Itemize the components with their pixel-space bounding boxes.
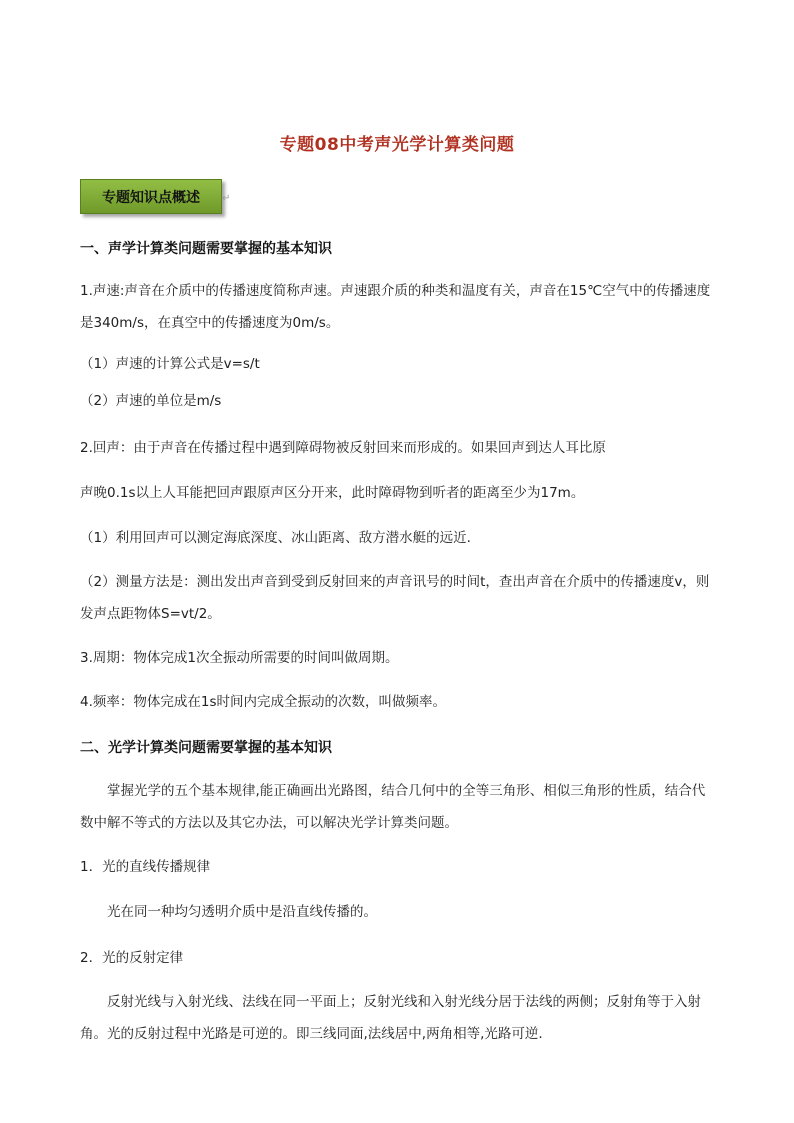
law2-body: 反射光线与入射光线、法线在同一平面上；反射光线和入射光线分居于法线的两侧；反射角等于入射角。光的反射过程中光路是可逆的。即三线同面,法线居中,两角相等,光路可逆.	[80, 994, 701, 1042]
frequency-paragraph: 4.频率：物体完成在1s时间内完成全振动的次数，叫做频率。	[80, 694, 447, 710]
law2-title: 2．光的反射定律	[80, 950, 184, 966]
document-title: 专题08中考声光学计算类问题	[279, 135, 515, 155]
sound-speed-paragraph: 1.声速:声音在介质中的传播速度简称声速。声速跟介质的种类和温度有关，声音在15℃空气中的传播速度是340m/s，在真空中的传播速度为0m/s。	[80, 283, 711, 331]
law1-title: 1．光的直线传播规律	[80, 859, 211, 875]
paragraph-mark-icon: ↵	[222, 193, 231, 204]
optics-intro: 掌握光学的五个基本规律,能正确画出光路图，结合几何中的全等三角形、相似三角形的性质，结合代数中解不等式的方法以及其它办法，可以解决光学计算类问题。	[80, 783, 706, 831]
section-banner	[80, 179, 222, 214]
echo-method: （2）测量方法是：测出发出声音到受到反射回来的声音讯号的时间t，查出声音在介质中的传播速度v，则发声点距物体S=vt/2。	[80, 574, 710, 622]
law1-body: 光在同一种均匀透明介质中是沿直线传播的。	[107, 904, 377, 920]
echo-use: （1）利用回声可以测定海底深度、冰山距离、敌方潜水艇的远近.	[80, 530, 471, 546]
echo-paragraph-line2: 声晚0.1s以上人耳能把回声跟原声区分开来，此时障碍物到听者的距离至少为17m。	[80, 485, 585, 501]
sound-speed-unit: （2）声速的单位是m/s	[80, 393, 222, 409]
echo-paragraph-line1: 2.回声：由于声音在传播过程中遇到障碍物被反射回来而形成的。如果回声到达人耳比原	[80, 440, 606, 456]
sound-speed-formula: （1）声速的计算公式是v=s/t	[80, 356, 260, 372]
section1-heading: 一、声学计算类问题需要掌握的基本知识	[80, 241, 332, 257]
section2-heading: 二、光学计算类问题需要掌握的基本知识	[80, 740, 332, 756]
banner-label: 专题知识点概述	[102, 189, 200, 206]
period-paragraph: 3.周期：物体完成1次全振动所需要的时间叫做周期。	[80, 650, 399, 666]
